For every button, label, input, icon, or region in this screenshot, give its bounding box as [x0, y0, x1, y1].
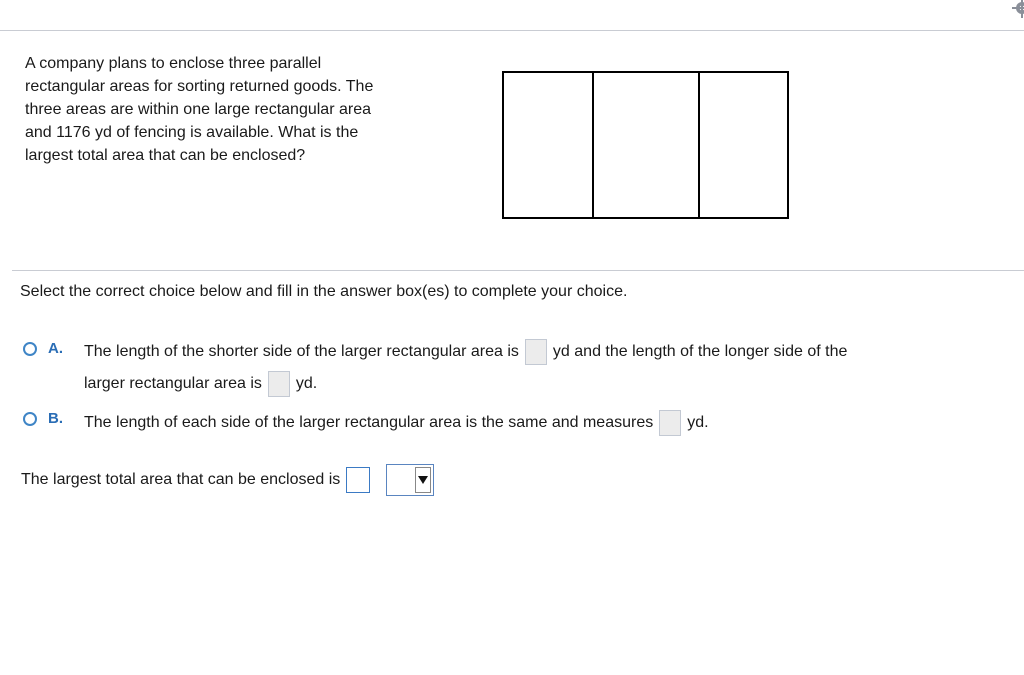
choice-a-letter: A. [48, 340, 63, 357]
final-answer-label: The largest total area that can be enclosed is [21, 471, 341, 488]
choice-b-letter: B. [48, 410, 63, 427]
shorter-side-answer-box[interactable] [525, 339, 547, 365]
total-area-answer-box[interactable] [346, 467, 370, 493]
choice-a-line-2 [84, 371, 317, 397]
problem-line: three areas are within one large rectangular area [25, 101, 371, 118]
choice-a-radio[interactable] [23, 342, 37, 356]
problem-line: largest total area that can be enclosed? [25, 147, 306, 164]
diagram-divider [592, 73, 594, 217]
problem-line: and 1176 yd of fencing is available. What is the [25, 124, 359, 141]
gear-icon[interactable] [1012, 0, 1024, 18]
dropdown-arrow[interactable] [415, 467, 431, 493]
choice-b-text: The length of each side of the larger rectangular area is the same and measures [84, 414, 654, 431]
diagram-divider [698, 73, 700, 217]
side-length-answer-box[interactable] [659, 410, 681, 436]
final-answer-line [21, 464, 434, 496]
choice-a-text: The length of the shorter side of the larger rectangular area is [84, 343, 519, 360]
instruction-text: Select the correct choice below and fill in the answer box(es) to complete your choice. [20, 283, 628, 300]
longer-side-answer-box[interactable] [268, 371, 290, 397]
choice-b-line [84, 410, 709, 436]
units-dropdown[interactable] [386, 464, 434, 496]
triangle-down-icon [418, 475, 428, 485]
problem-line: A company plans to enclose three parallel [25, 55, 322, 72]
enclosure-diagram [502, 71, 789, 219]
top-divider [0, 30, 1024, 31]
section-divider [12, 270, 1024, 271]
choice-a-text: yd. [295, 375, 318, 392]
problem-statement [25, 52, 455, 167]
choice-a-text: yd and the length of the longer side of the [552, 343, 848, 360]
problem-line: rectangular areas for sorting returned goods. The [25, 78, 374, 95]
choice-b-text: yd. [687, 414, 709, 431]
choice-a-text: larger rectangular area is [84, 375, 262, 392]
choice-a-line-1 [84, 339, 847, 365]
choice-b-radio[interactable] [23, 412, 37, 426]
